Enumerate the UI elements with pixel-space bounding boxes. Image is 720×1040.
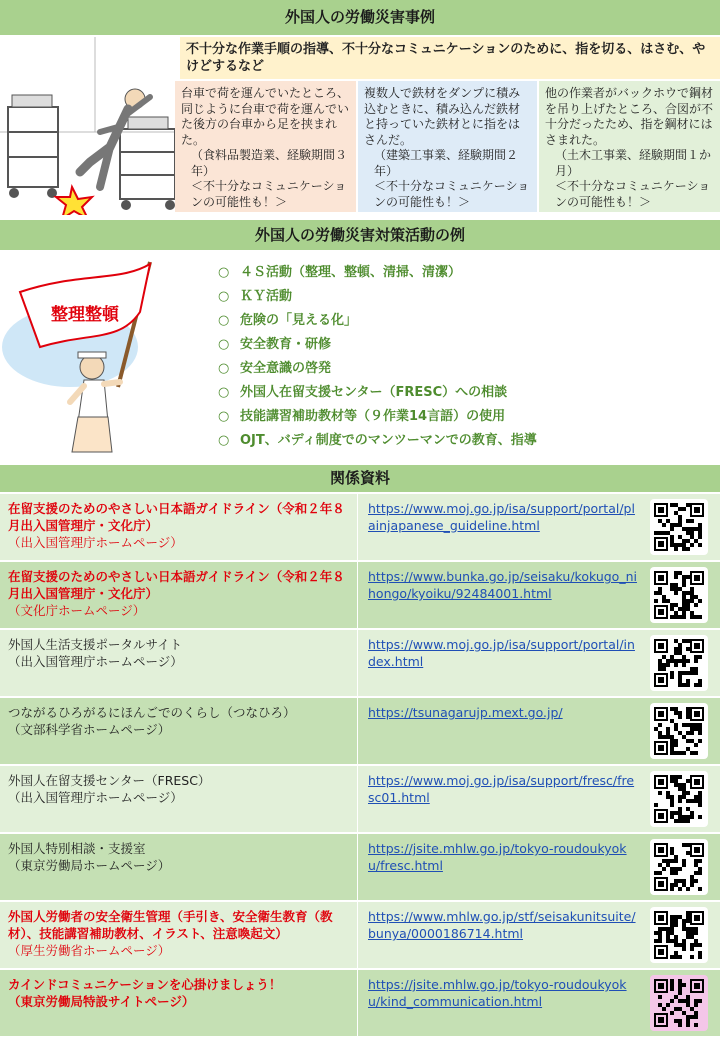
case-note: ＜不十分なコミュニケーションの可能性も！＞ xyxy=(191,179,347,209)
reference-title: カインドコミュニケーションを心掛けましょう！ xyxy=(8,977,282,992)
reference-name-cell xyxy=(0,630,358,696)
reference-name-cell xyxy=(0,766,358,832)
reference-source: （出入国管理庁ホームページ） xyxy=(8,790,183,805)
bullet-icon: ○ xyxy=(218,385,230,400)
reference-name-cell xyxy=(0,902,358,968)
case-note: ＜不十分なコミュニケーションの可能性も！＞ xyxy=(374,179,530,209)
reference-name-cell xyxy=(0,834,358,900)
activity-label: ４Ｓ活動（整理、整頓、清掃、清潔） xyxy=(240,265,462,280)
reference-title: 在留支援のためのやさしい日本語ガイドライン（令和２年８月出入国管理庁・文化庁） xyxy=(8,501,345,533)
bullet-icon: ○ xyxy=(218,409,230,424)
activity-label: OJT、バディ制度でのマンツーマンでの教育、指導 xyxy=(240,433,537,448)
reference-source: （文部科学省ホームページ） xyxy=(8,722,171,737)
bullet-icon: ○ xyxy=(218,289,230,304)
reference-link[interactable]: https://jsite.mhlw.go.jp/tokyo-roudoukyoku/fresc.html xyxy=(368,841,627,873)
worker-with-flag-illustration xyxy=(0,252,200,462)
bullet-icon: ○ xyxy=(218,361,230,376)
table-row xyxy=(0,834,720,900)
reference-source: （文化庁ホームページ） xyxy=(8,603,146,618)
bullet-icon: ○ xyxy=(218,265,230,280)
case-description: 他の作業者がバックホウで鋼材を吊り上げたところ、合図が不十分だったため、指を鋼材にはさまれた。 xyxy=(545,86,714,147)
bullet-icon: ○ xyxy=(218,313,230,328)
table-row xyxy=(0,562,720,628)
table-row xyxy=(0,494,720,560)
accident-case xyxy=(539,81,720,212)
reference-link[interactable]: https://tsunagarujp.mext.go.jp/ xyxy=(368,705,563,720)
worker-falling-illustration xyxy=(0,37,180,215)
reference-source: （厚生労働省ホームページ） xyxy=(8,943,171,958)
case-industry: （土木工事業、経験期間１か月） xyxy=(555,148,712,178)
reference-name-cell xyxy=(0,698,358,764)
reference-title: 外国人特別相談・支援室 xyxy=(8,841,146,856)
reference-link[interactable]: https://www.moj.go.jp/isa/support/portal/index.html xyxy=(368,637,635,669)
table-row xyxy=(0,698,720,764)
case-industry: （食料品製造業、経験期間３年） xyxy=(191,148,348,178)
list-item xyxy=(218,358,537,382)
list-item xyxy=(218,334,537,358)
reference-name-cell xyxy=(0,562,358,628)
table-row xyxy=(0,630,720,696)
section-header-countermeasures: 外国人の労働災害対策活動の例 xyxy=(0,220,720,250)
reference-link[interactable]: https://www.bunka.go.jp/seisaku/kokugo_nihongo/kyoiku/92484001.html xyxy=(368,569,637,601)
list-item xyxy=(218,430,537,454)
reference-name-cell xyxy=(0,494,358,560)
list-item xyxy=(218,382,537,406)
accident-case xyxy=(358,81,537,212)
reference-title: つながるひろがるにほんごでのくらし（つなひろ） xyxy=(8,705,296,720)
section-header-references: 関係資料 xyxy=(0,465,720,492)
qr-code-icon xyxy=(650,907,708,963)
reference-source: （出入国管理庁ホームページ） xyxy=(8,535,183,550)
reference-link[interactable]: https://www.mhlw.go.jp/stf/seisakunitsuite/bunya/0000186714.html xyxy=(368,909,636,941)
case-note: ＜不十分なコミュニケーションの可能性も！＞ xyxy=(555,179,711,209)
activity-label: 安全意識の啓発 xyxy=(240,361,332,376)
list-item xyxy=(218,262,537,286)
case-description: 台車で荷を運んでいたところ、同じように台車で荷を運んでいた後方の台車から足を挟まれた。 xyxy=(181,86,350,147)
list-item xyxy=(218,310,537,334)
list-item xyxy=(218,286,537,310)
activity-label: 外国人在留支援センター（FRESC）への相談 xyxy=(240,385,508,400)
case-description: 複数人で鉄材をダンプに積み込むときに、積み込んだ鉄材と持っていた鉄材とに指をはさんだ。 xyxy=(364,86,521,147)
bullet-icon: ○ xyxy=(218,337,230,352)
list-item xyxy=(218,406,537,430)
countermeasure-list xyxy=(218,262,537,454)
accident-case xyxy=(175,81,356,212)
qr-code-icon xyxy=(650,499,708,555)
section-header-accident-cases: 外国人の労働災害事例 xyxy=(0,0,720,35)
flag-text: 整理整頓 xyxy=(51,305,119,325)
reference-source: （出入国管理庁ホームページ） xyxy=(8,654,183,669)
activity-label: 技能講習補助教材等（９作業14言語）の使用 xyxy=(240,409,506,424)
table-row xyxy=(0,766,720,832)
qr-code-icon xyxy=(650,567,708,623)
qr-code-icon xyxy=(650,975,708,1031)
table-row xyxy=(0,902,720,968)
qr-code-icon xyxy=(650,635,708,691)
reference-source: （東京労働局ホームページ） xyxy=(8,858,171,873)
reference-link[interactable]: https://www.moj.go.jp/isa/support/fresc/fresc01.html xyxy=(368,773,635,805)
activity-label: 安全教育・研修 xyxy=(240,337,332,352)
reference-link[interactable]: https://www.moj.go.jp/isa/support/portal/plainjapanese_guideline.html xyxy=(368,501,635,533)
qr-code-icon xyxy=(650,771,708,827)
reference-name-cell xyxy=(0,970,358,1036)
activity-label: ＫＹ活動 xyxy=(240,289,293,304)
reference-title: 外国人労働者の安全衛生管理（手引き、安全衛生教育（教材）、技能講習補助教材、イラスト、注意喚起文） xyxy=(8,909,333,941)
reference-link[interactable]: https://jsite.mhlw.go.jp/tokyo-roudoukyoku/kind_communication.html xyxy=(368,977,627,1009)
accident-summary: 不十分な作業手順の指導、不十分なコミュニケーションのために、指を切る、はさむ、やけどするなど xyxy=(180,37,720,79)
reference-title: 外国人在留支援センター（FRESC） xyxy=(8,773,211,788)
activity-label: 危険の「見える化」 xyxy=(240,313,358,328)
qr-code-icon xyxy=(650,839,708,895)
bullet-icon: ○ xyxy=(218,433,230,448)
table-row xyxy=(0,970,720,1036)
reference-title: 外国人生活支援ポータルサイト xyxy=(8,637,183,652)
case-industry: （建築工事業、経験期間２年） xyxy=(374,148,519,178)
qr-code-icon xyxy=(650,703,708,759)
reference-source: （東京労働局特設サイトページ） xyxy=(8,994,195,1009)
reference-title: 在留支援のためのやさしい日本語ガイドライン（令和２年８月出入国管理庁・文化庁） xyxy=(8,569,345,601)
